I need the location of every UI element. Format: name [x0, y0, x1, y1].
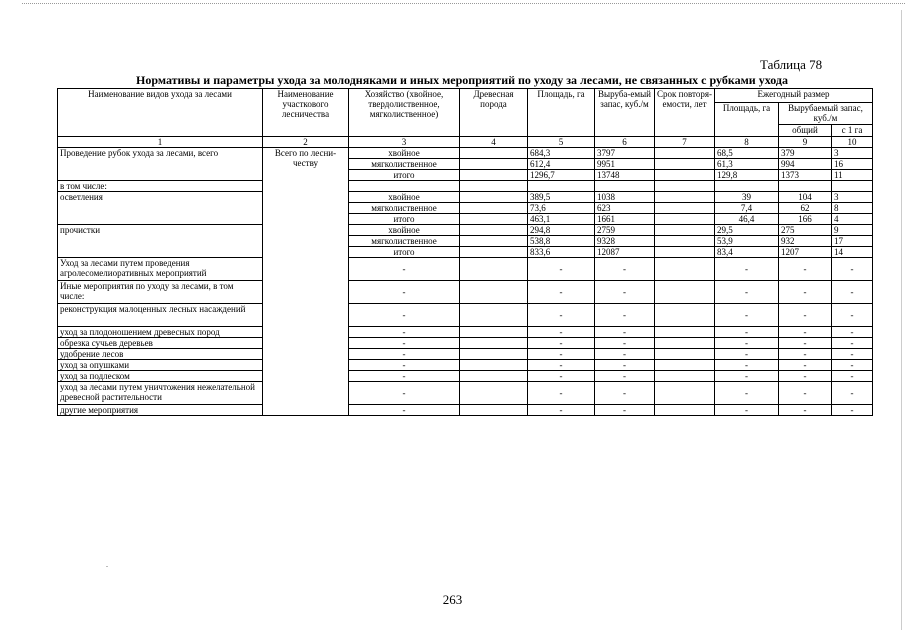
- annual-area-cell: 68,5: [715, 148, 779, 159]
- table-row: [58, 181, 873, 192]
- annual-area-cell: 129,8: [715, 170, 779, 181]
- annual-per-ha-cell: 14: [832, 247, 873, 258]
- empty-cell: [715, 181, 779, 192]
- header-annual-area: Площадь, га: [715, 103, 779, 137]
- dash-cell: -: [595, 349, 655, 360]
- period-cell: [655, 349, 715, 360]
- dash-cell: -: [832, 327, 873, 338]
- species-cell: [460, 247, 528, 258]
- dash-cell: -: [528, 258, 595, 281]
- column-number: 9: [779, 137, 832, 148]
- dash-cell: -: [779, 349, 832, 360]
- period-cell: [655, 405, 715, 416]
- annual-area-cell: 7,4: [715, 203, 779, 214]
- column-number: 7: [655, 137, 715, 148]
- dash-cell: -: [715, 371, 779, 382]
- species-cell: [460, 203, 528, 214]
- dash-cell: -: [779, 304, 832, 327]
- volume-cell: 9328: [595, 236, 655, 247]
- annual-per-ha-cell: 8: [832, 203, 873, 214]
- farm-type-cell: хвойное: [349, 148, 460, 159]
- work-type-cell: Иные мероприятия по уходу за лесами, в том числе:: [58, 281, 263, 304]
- farm-type-cell: хвойное: [349, 225, 460, 236]
- work-type-cell: обрезка сучьев деревьев: [58, 338, 263, 349]
- period-cell: [655, 148, 715, 159]
- dash-cell: -: [349, 304, 460, 327]
- empty-cell: [832, 181, 873, 192]
- volume-cell: 623: [595, 203, 655, 214]
- empty-cell: [460, 181, 528, 192]
- species-cell: [460, 405, 528, 416]
- species-cell: [460, 371, 528, 382]
- dash-cell: -: [349, 327, 460, 338]
- work-type-cell: удобрение лесов: [58, 349, 263, 360]
- table-row: [58, 192, 873, 203]
- period-cell: [655, 338, 715, 349]
- dash-cell: -: [715, 405, 779, 416]
- volume-cell: 13748: [595, 170, 655, 181]
- annual-area-cell: 61,3: [715, 159, 779, 170]
- table-caption: Нормативы и параметры ухода за молодняками и иных мероприятий по уходу за лесами, не связанных с рубками ухода: [136, 73, 788, 87]
- area-cell: 294,8: [528, 225, 595, 236]
- dash-cell: -: [595, 360, 655, 371]
- farm-type-cell: мягколиственное: [349, 203, 460, 214]
- column-number: 4: [460, 137, 528, 148]
- period-cell: [655, 371, 715, 382]
- annual-per-ha-cell: 9: [832, 225, 873, 236]
- dash-cell: -: [595, 281, 655, 304]
- empty-cell: [779, 181, 832, 192]
- work-type-cell: другие мероприятия: [58, 405, 263, 416]
- period-cell: [655, 247, 715, 258]
- work-type-cell: уход за плодоношением древесных пород: [58, 327, 263, 338]
- work-type-cell: уход за опушками: [58, 360, 263, 371]
- table-row: [58, 281, 873, 304]
- dash-cell: -: [832, 258, 873, 281]
- dash-cell: -: [779, 382, 832, 405]
- annual-per-ha-cell: 4: [832, 214, 873, 225]
- annual-total-cell: 275: [779, 225, 832, 236]
- species-cell: [460, 236, 528, 247]
- period-cell: [655, 258, 715, 281]
- column-number: 5: [528, 137, 595, 148]
- column-number: 1: [58, 137, 263, 148]
- dash-cell: -: [349, 371, 460, 382]
- table-row: [58, 360, 873, 371]
- dash-cell: -: [715, 349, 779, 360]
- volume-cell: 12087: [595, 247, 655, 258]
- dash-cell: -: [832, 349, 873, 360]
- table-row: [58, 405, 873, 416]
- header-annual-per-ha: с 1 га: [832, 125, 873, 137]
- annual-per-ha-cell: 11: [832, 170, 873, 181]
- species-cell: [460, 382, 528, 405]
- dash-cell: -: [349, 258, 460, 281]
- farm-type-cell: итого: [349, 214, 460, 225]
- dash-cell: -: [715, 258, 779, 281]
- dash-cell: -: [832, 371, 873, 382]
- norms-table: [57, 88, 873, 416]
- period-cell: [655, 159, 715, 170]
- header-area: Площадь, га: [528, 89, 595, 137]
- period-cell: [655, 236, 715, 247]
- species-cell: [460, 304, 528, 327]
- period-cell: [655, 170, 715, 181]
- page-number: 263: [442, 592, 463, 607]
- header-annual-total: общий: [779, 125, 832, 137]
- column-number: 10: [832, 137, 873, 148]
- column-number: 2: [263, 137, 349, 148]
- dash-cell: -: [715, 281, 779, 304]
- dash-cell: -: [715, 360, 779, 371]
- dash-cell: -: [595, 304, 655, 327]
- table-row: [58, 349, 873, 360]
- dash-cell: -: [595, 371, 655, 382]
- species-cell: [460, 349, 528, 360]
- species-cell: [460, 159, 528, 170]
- header-forestry: Наименование участкового лесничества: [263, 89, 349, 137]
- area-cell: 1296,7: [528, 170, 595, 181]
- column-number: 8: [715, 137, 779, 148]
- species-cell: [460, 225, 528, 236]
- dash-cell: -: [349, 281, 460, 304]
- work-type-cell: осветления: [58, 192, 263, 225]
- species-cell: [460, 360, 528, 371]
- annual-area-cell: 39: [715, 192, 779, 203]
- species-cell: [460, 192, 528, 203]
- annual-total-cell: 932: [779, 236, 832, 247]
- species-cell: [460, 258, 528, 281]
- dash-cell: -: [715, 304, 779, 327]
- annual-total-cell: 1207: [779, 247, 832, 258]
- column-number: 6: [595, 137, 655, 148]
- dash-cell: -: [349, 360, 460, 371]
- dash-cell: -: [528, 349, 595, 360]
- annual-area-cell: 29,5: [715, 225, 779, 236]
- table-row: [58, 304, 873, 327]
- scan-artifact-dot: [106, 566, 108, 567]
- annual-total-cell: 166: [779, 214, 832, 225]
- dash-cell: -: [528, 405, 595, 416]
- period-cell: [655, 214, 715, 225]
- area-cell: 73,6: [528, 203, 595, 214]
- area-cell: 684,3: [528, 148, 595, 159]
- farm-type-cell: итого: [349, 170, 460, 181]
- period-cell: [655, 192, 715, 203]
- dash-cell: -: [595, 327, 655, 338]
- farm-type-cell: мягколиственное: [349, 159, 460, 170]
- species-cell: [460, 327, 528, 338]
- annual-per-ha-cell: 3: [832, 148, 873, 159]
- empty-cell: [655, 181, 715, 192]
- work-type-cell: уход за лесами путем уничтожения нежелательной древесной растительности: [58, 382, 263, 405]
- annual-total-cell: 104: [779, 192, 832, 203]
- dash-cell: -: [349, 349, 460, 360]
- column-number: 3: [349, 137, 460, 148]
- header-annual-volume: Вырубаемый запас, куб./м: [779, 103, 873, 125]
- header-annual-size: Ежегодный размер: [715, 89, 873, 103]
- dash-cell: -: [595, 382, 655, 405]
- dash-cell: -: [832, 405, 873, 416]
- dash-cell: -: [715, 327, 779, 338]
- annual-per-ha-cell: 17: [832, 236, 873, 247]
- dash-cell: -: [528, 371, 595, 382]
- dash-cell: -: [528, 338, 595, 349]
- annual-area-cell: 46,4: [715, 214, 779, 225]
- table-row: [58, 382, 873, 405]
- table-number: Таблица 78: [760, 57, 823, 72]
- volume-cell: 9951: [595, 159, 655, 170]
- dash-cell: -: [832, 281, 873, 304]
- dash-cell: -: [832, 338, 873, 349]
- farm-type-cell: итого: [349, 247, 460, 258]
- column-numbers-row: [58, 137, 873, 148]
- table-row: [58, 371, 873, 382]
- farm-type-cell: хвойное: [349, 192, 460, 203]
- dash-cell: -: [779, 371, 832, 382]
- work-type-cell: прочистки: [58, 225, 263, 258]
- dash-cell: -: [715, 338, 779, 349]
- dash-cell: -: [528, 327, 595, 338]
- volume-cell: 2759: [595, 225, 655, 236]
- dash-cell: -: [595, 258, 655, 281]
- table-row: [58, 327, 873, 338]
- area-cell: 833,6: [528, 247, 595, 258]
- dash-cell: -: [779, 405, 832, 416]
- dash-cell: -: [779, 258, 832, 281]
- period-cell: [655, 304, 715, 327]
- table-row: [58, 148, 873, 159]
- period-cell: [655, 327, 715, 338]
- dash-cell: -: [349, 338, 460, 349]
- species-cell: [460, 170, 528, 181]
- annual-total-cell: 994: [779, 159, 832, 170]
- annual-total-cell: 379: [779, 148, 832, 159]
- work-type-cell: в том числе:: [58, 181, 263, 192]
- area-cell: 463,1: [528, 214, 595, 225]
- dash-cell: -: [779, 360, 832, 371]
- header-work-type: Наименование видов ухода за лесами: [58, 89, 263, 137]
- species-cell: [460, 214, 528, 225]
- work-type-cell: уход за подлеском: [58, 371, 263, 382]
- scan-artifact-right-edge: [901, 10, 902, 630]
- empty-cell: [595, 181, 655, 192]
- scan-artifact-top-line: [22, 3, 905, 4]
- annual-per-ha-cell: 3: [832, 192, 873, 203]
- header-repeat-period: Срок повторя-емости, лет: [655, 89, 715, 137]
- dash-cell: -: [528, 281, 595, 304]
- dash-cell: -: [349, 382, 460, 405]
- dash-cell: -: [528, 382, 595, 405]
- period-cell: [655, 360, 715, 371]
- norms-table-container: [57, 88, 873, 416]
- dash-cell: -: [832, 382, 873, 405]
- area-cell: 389,5: [528, 192, 595, 203]
- volume-cell: 1038: [595, 192, 655, 203]
- header-farm-type: Хозяйство (хвойное, твердолиственное, мягколиственное): [349, 89, 460, 137]
- volume-cell: 3797: [595, 148, 655, 159]
- dash-cell: -: [832, 360, 873, 371]
- dash-cell: -: [715, 382, 779, 405]
- empty-cell: [349, 181, 460, 192]
- period-cell: [655, 225, 715, 236]
- table-row: [58, 338, 873, 349]
- work-type-cell: реконструкция малоценных лесных насаждений: [58, 304, 263, 327]
- dash-cell: -: [779, 281, 832, 304]
- period-cell: [655, 382, 715, 405]
- farm-type-cell: мягколиственное: [349, 236, 460, 247]
- table-row: [58, 225, 873, 236]
- forestry-cell: Всего по лесни-честву: [263, 148, 349, 416]
- dash-cell: -: [595, 338, 655, 349]
- species-cell: [460, 338, 528, 349]
- work-type-cell: Уход за лесами путем проведения агролесомелиоративных мероприятий: [58, 258, 263, 281]
- dash-cell: -: [595, 405, 655, 416]
- annual-area-cell: 53,9: [715, 236, 779, 247]
- dash-cell: -: [528, 360, 595, 371]
- area-cell: 612,4: [528, 159, 595, 170]
- dash-cell: -: [832, 304, 873, 327]
- work-type-cell: Проведение рубок ухода за лесами, всего: [58, 148, 263, 181]
- empty-cell: [528, 181, 595, 192]
- header-harvest-volume: Выруба-емый запас, куб./м: [595, 89, 655, 137]
- annual-area-cell: 83,4: [715, 247, 779, 258]
- area-cell: 538,8: [528, 236, 595, 247]
- annual-total-cell: 62: [779, 203, 832, 214]
- volume-cell: 1661: [595, 214, 655, 225]
- header-tree-species: Древесная порода: [460, 89, 528, 137]
- species-cell: [460, 281, 528, 304]
- dash-cell: -: [528, 304, 595, 327]
- annual-per-ha-cell: 16: [832, 159, 873, 170]
- dash-cell: -: [349, 405, 460, 416]
- annual-total-cell: 1373: [779, 170, 832, 181]
- dash-cell: -: [779, 338, 832, 349]
- period-cell: [655, 281, 715, 304]
- dash-cell: -: [779, 327, 832, 338]
- table-row: [58, 258, 873, 281]
- species-cell: [460, 148, 528, 159]
- period-cell: [655, 203, 715, 214]
